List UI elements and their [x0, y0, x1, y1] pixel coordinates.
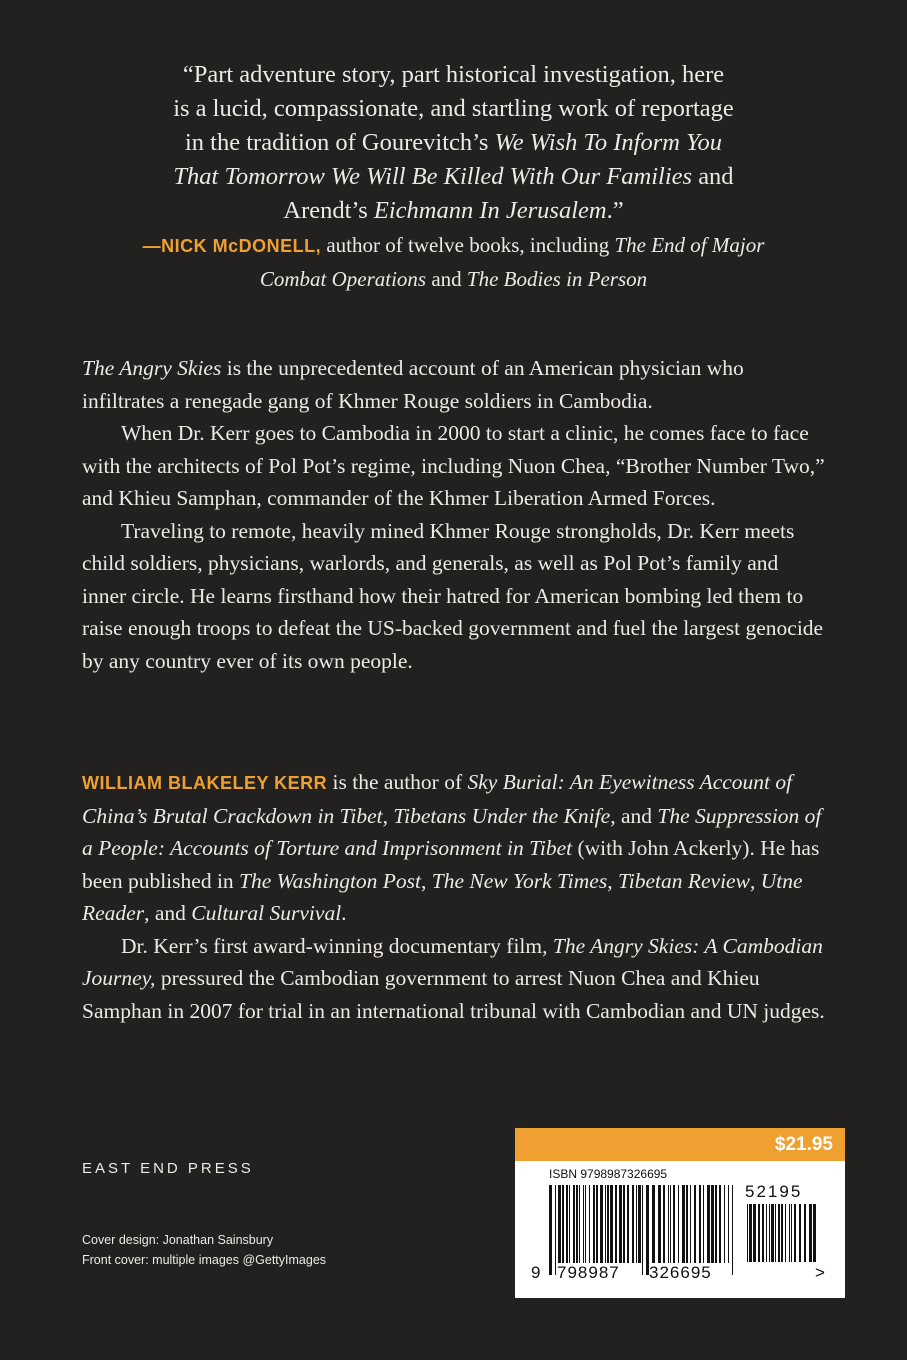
- barcode-bar: [732, 1185, 733, 1275]
- barcode-bar: [813, 1204, 816, 1262]
- barcode-bar: [549, 1185, 552, 1275]
- barcode-bar: [670, 1185, 671, 1263]
- barcode-bar: [794, 1204, 796, 1262]
- description-paragraph: Traveling to remote, heavily mined Khmer Rouge strongholds, Dr. Kerr meets child soldiers, physicians, warlords, and generals, as well as Pol Pot’s family and inner circle. He learns firsthand how their hatred for American bombing led them to raise enough troops to defeat the US-backed government and fuel the largest genocide by any country ever of its own people.: [82, 518, 824, 673]
- cover-design-credit: Cover design: Jonathan Sainsbury: [82, 1233, 274, 1247]
- barcode-bar: [673, 1185, 675, 1263]
- description-paragraph: When Dr. Kerr goes to Cambodia in 2000 to start a clinic, he comes face to face with the architects of Pol Pot’s regime, including Nuon Chea, “Brother Number Two,” and Khieu Samphan, commander of the Khmer Liberation Armed Forces.: [82, 421, 825, 510]
- barcode-bar: [605, 1185, 606, 1263]
- bio-paragraph: WILLIAM BLAKELEY KERR is the author of Sky Burial: An Eyewitness Account of China’s Brutal Crackdown in Tibet, Tibetans Under the Knife, and The Suppression of a People: Accounts of Torture and Imprisonment in Tibet (with John Ackerly). He has been published in The Washington Post, The New York Times, Tibetan Review, Utne Reader, and Cultural Survival.: [82, 770, 822, 925]
- barcode-bar: [615, 1185, 617, 1263]
- barcode-bar: [583, 1185, 584, 1263]
- barcode-bar: [558, 1185, 561, 1263]
- barcode-bar: [593, 1185, 595, 1263]
- endorsement-quote: “Part adventure story, part historical investigation, here is a lucid, compassionate, and startling work of reportage in the tradition of Gourevitch’s We Wish To Inform You That Tomorrow We Will Be Killed With Our Families and Arendt’s Eichmann In Jerusalem.”: [173, 61, 734, 224]
- barcode-digits-right: 326695: [649, 1263, 712, 1282]
- barcode-bar: [652, 1185, 655, 1263]
- barcode-bar: [623, 1185, 625, 1263]
- barcode-bar: [610, 1185, 613, 1263]
- barcode-bar: [753, 1204, 756, 1262]
- price-code: 52195: [745, 1182, 803, 1201]
- publisher-name: EAST END PRESS: [82, 1160, 254, 1177]
- barcode-bar: [778, 1204, 780, 1262]
- barcode-bar: [711, 1185, 714, 1263]
- barcode-bar: [642, 1185, 643, 1275]
- barcode-bar: [569, 1185, 570, 1263]
- barcode-bar: [724, 1185, 725, 1263]
- description-paragraph: The Angry Skies is the unprecedented account of an American physician who infiltrates a renegade gang of Khmer Rouge soldiers in Cambodia.: [82, 356, 744, 413]
- author-name: WILLIAM BLAKELEY KERR: [82, 773, 328, 793]
- barcode-bar: [769, 1204, 770, 1262]
- barcode-digit-lead: 9: [531, 1263, 542, 1282]
- front-cover-credit: Front cover: multiple images @GettyImages: [82, 1253, 327, 1267]
- barcode-bar: [576, 1185, 578, 1263]
- quote-attribution: —NICK McDONELL, author of twelve books, including The End of Major Combat Operations and The Bodies in Person: [142, 233, 765, 291]
- barcode-bar: [749, 1204, 752, 1262]
- barcode-bar: [682, 1185, 685, 1263]
- barcode-bar: [566, 1185, 568, 1263]
- cover-credits: [82, 1230, 326, 1270]
- barcode-bar: [585, 1185, 586, 1263]
- barcode-bar: [799, 1204, 801, 1262]
- endorser-name: —NICK McDONELL,: [142, 236, 322, 256]
- barcode-bar: [600, 1185, 603, 1263]
- barcode-bar: [762, 1204, 764, 1262]
- barcode-bar: [707, 1185, 710, 1263]
- barcode-bar: [663, 1185, 665, 1263]
- barcode-bar: [686, 1185, 688, 1263]
- barcode-box: [515, 1128, 845, 1298]
- barcode-bar: [781, 1204, 783, 1262]
- barcode-bar: [619, 1185, 622, 1263]
- barcode-bar: [636, 1185, 637, 1263]
- barcode-bar: [703, 1185, 704, 1263]
- barcode-bar: [809, 1204, 812, 1262]
- barcode-bar: [804, 1204, 806, 1262]
- barcode-bar: [771, 1204, 774, 1262]
- barcode-bar: [632, 1185, 634, 1263]
- barcode-bar: [690, 1185, 691, 1263]
- barcode-bar: [747, 1204, 748, 1262]
- barcode-bar: [573, 1185, 575, 1263]
- barcode-bar: [607, 1185, 609, 1263]
- barcode-bar: [627, 1185, 629, 1263]
- barcode-bar: [728, 1185, 729, 1263]
- barcode-bar: [791, 1204, 792, 1262]
- author-bio: [82, 766, 826, 1027]
- price-label: $21.95: [515, 1128, 845, 1161]
- barcode-arrow: >: [815, 1263, 826, 1282]
- barcode-bar: [719, 1185, 721, 1263]
- barcode-bar: [766, 1204, 767, 1262]
- book-description: [82, 352, 826, 677]
- isbn-text: ISBN 9798987326695: [549, 1167, 668, 1181]
- barcode-bar: [555, 1185, 556, 1275]
- barcode-bar: [646, 1185, 649, 1275]
- barcode-bar: [775, 1204, 776, 1262]
- isbn-barcode: [549, 1185, 737, 1275]
- barcode-bar: [715, 1185, 717, 1263]
- bio-paragraph: Dr. Kerr’s first award-winning documentary film, The Angry Skies: A Cambodian Journey, pressured the Cambodian government to arrest Nuon Chea and Khieu Samphan in 2007 for trial in an international tribunal with Cambodian and UN judges.: [82, 933, 825, 1023]
- barcode-bar: [562, 1185, 564, 1263]
- barcode-bar: [699, 1185, 701, 1263]
- barcode-bar: [694, 1185, 696, 1263]
- barcode-bar: [789, 1204, 790, 1262]
- barcode-digits-left: 798987: [557, 1263, 620, 1282]
- barcode-bar: [579, 1185, 580, 1263]
- barcode-bar: [758, 1204, 760, 1262]
- barcode-bar: [589, 1185, 590, 1263]
- barcode-bar: [668, 1185, 669, 1263]
- barcode-bar: [596, 1185, 598, 1263]
- barcode-bar: [678, 1185, 679, 1263]
- barcode-bar: [638, 1185, 641, 1263]
- barcode-bar: [785, 1204, 786, 1262]
- barcode-bar: [658, 1185, 661, 1263]
